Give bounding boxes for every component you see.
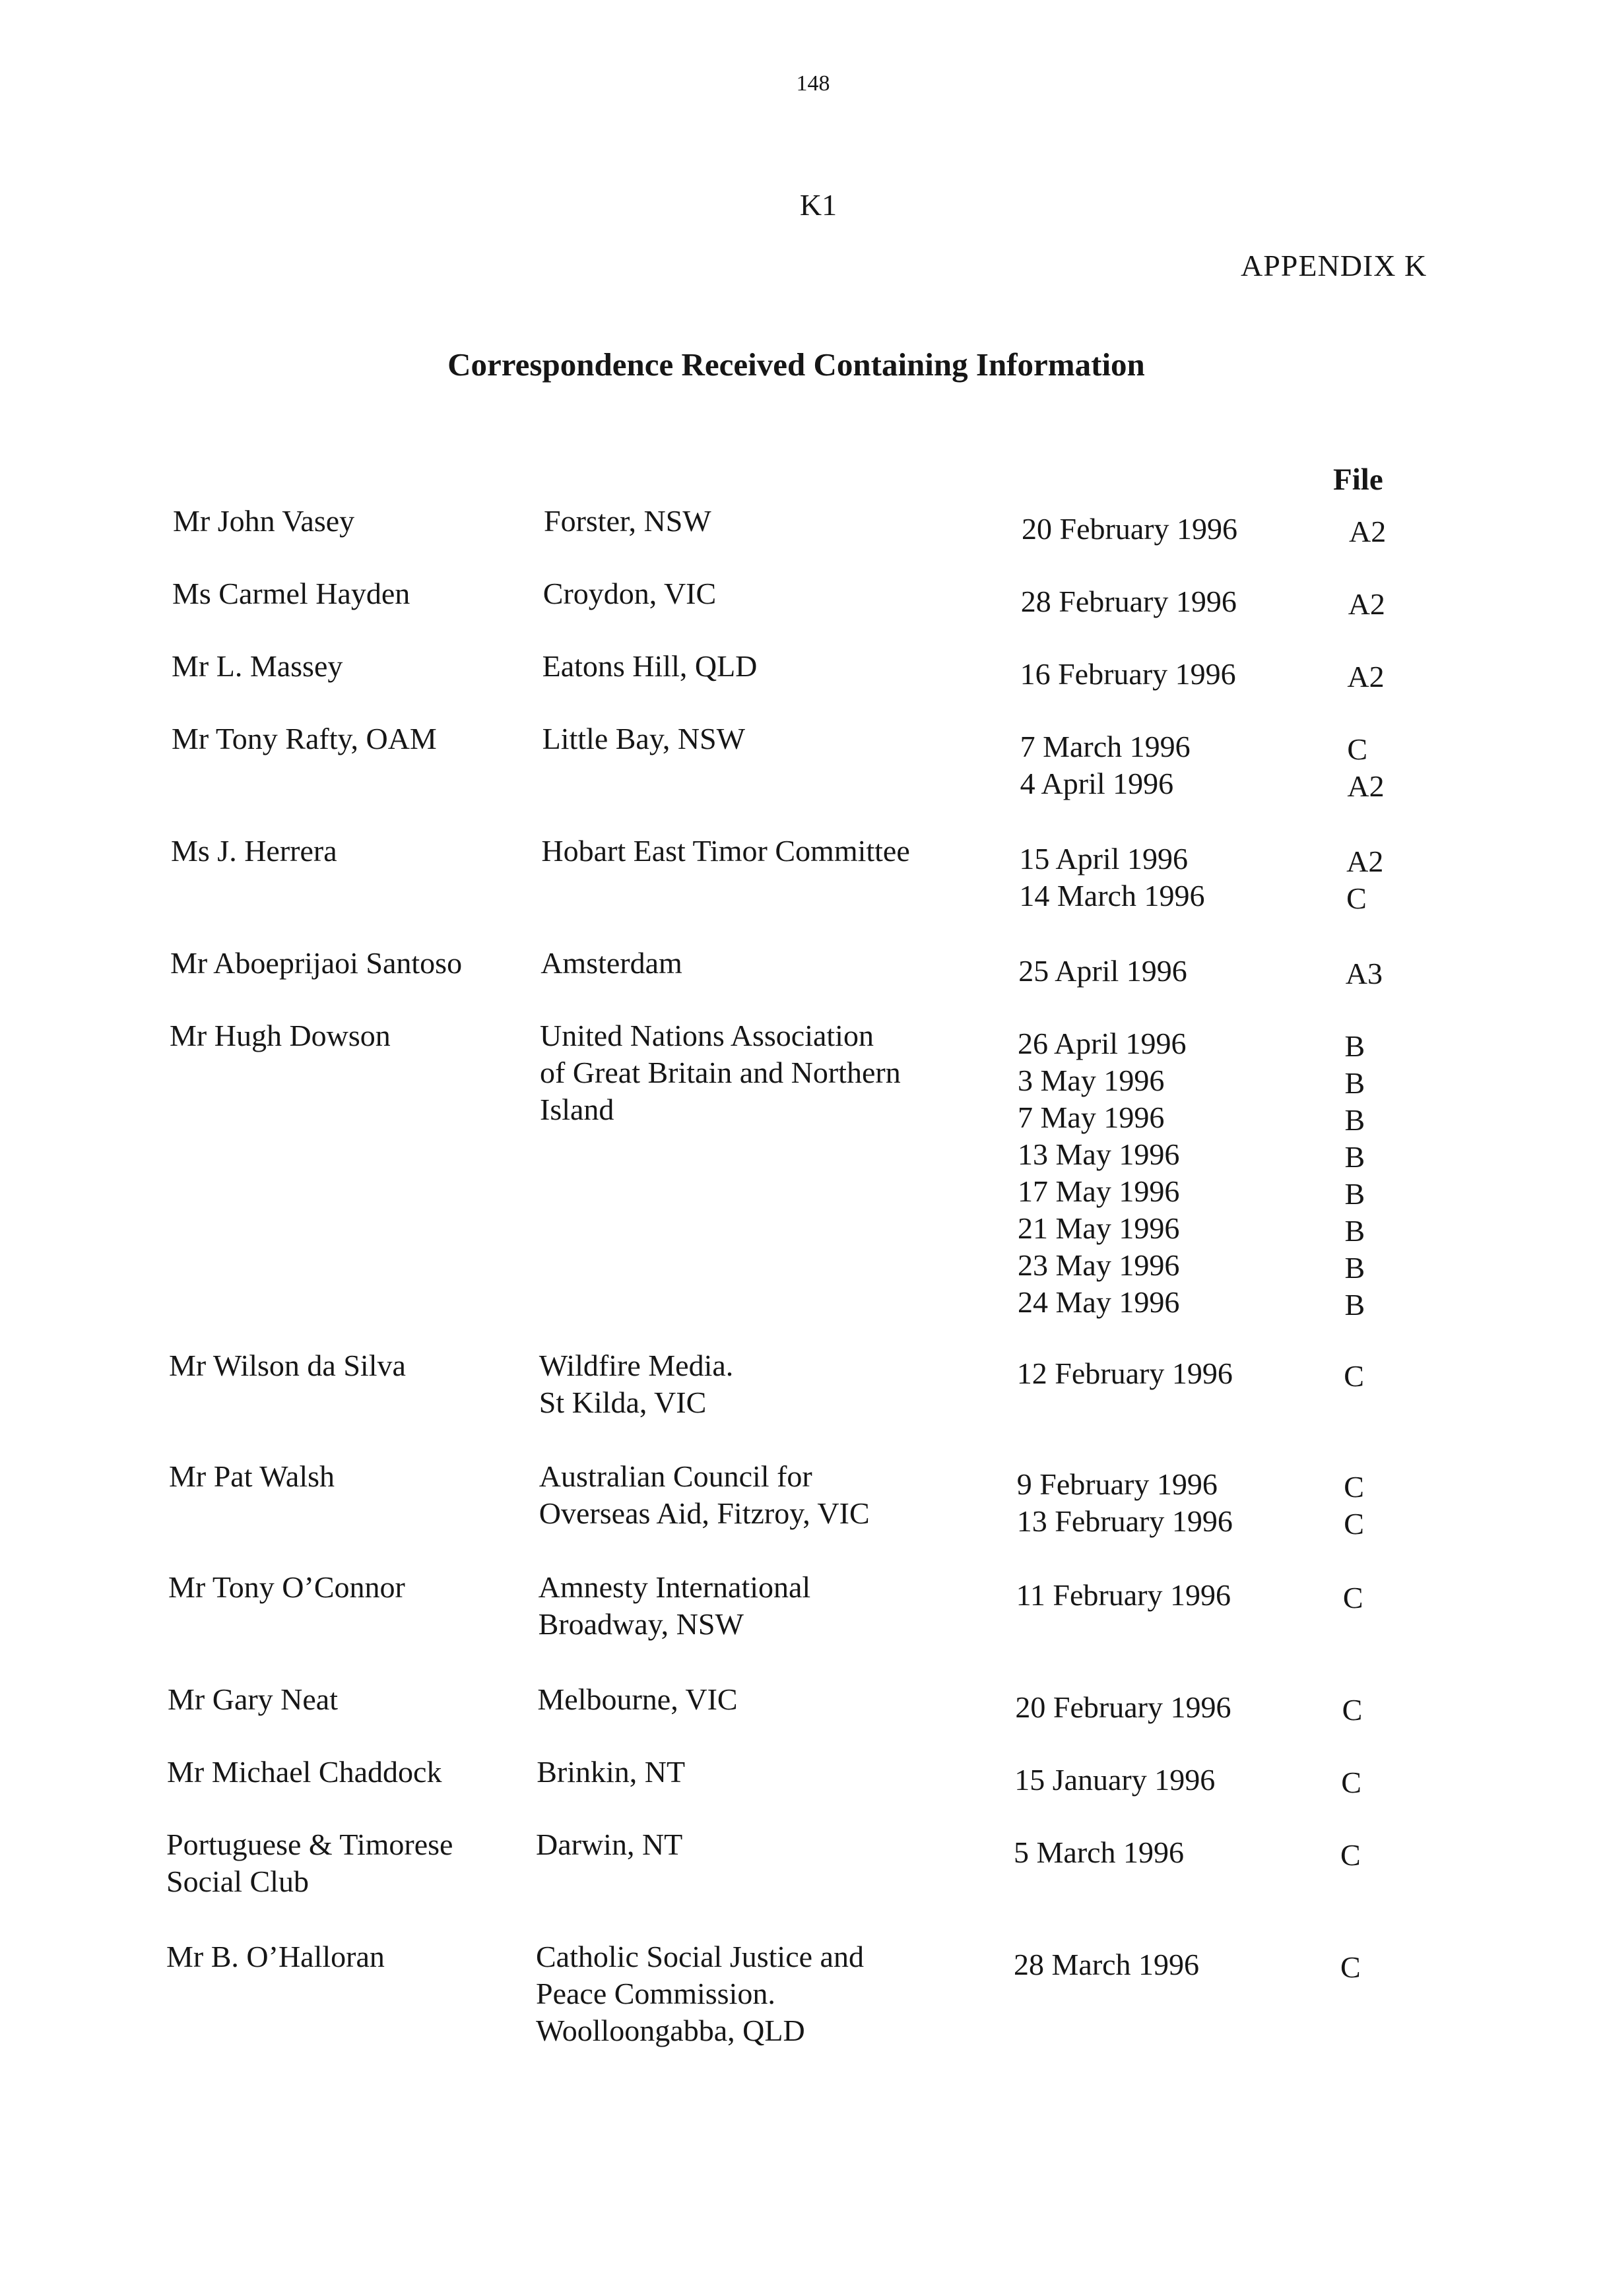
correspondent-name: Mr Michael Chaddock — [167, 1755, 442, 1789]
file-code: C — [1340, 1950, 1361, 1984]
received-date: 14 March 1996 — [1019, 879, 1205, 912]
received-dates — [1020, 728, 1311, 802]
correspondent-location: Darwin, NT — [536, 1828, 683, 1861]
received-date: 7 May 1996 — [1018, 1100, 1165, 1134]
correspondent-location: Australian Council for Overseas Aid, Fitzroy, VIC — [539, 1459, 870, 1530]
file-codes — [1349, 513, 1428, 550]
file-code: B — [1344, 1029, 1365, 1063]
correspondent-name: Mr L. Massey — [172, 649, 343, 683]
received-date: 3 May 1996 — [1018, 1064, 1165, 1097]
correspondent-location: Forster, NSW — [544, 504, 711, 538]
correspondent-name: Mr Gary Neat — [168, 1682, 339, 1716]
received-dates — [1022, 511, 1312, 548]
file-code: C — [1344, 1359, 1364, 1393]
received-date: 11 February 1996 — [1016, 1578, 1231, 1612]
file-code: B — [1344, 1140, 1365, 1174]
received-dates — [1015, 1689, 1305, 1726]
received-date: 20 February 1996 — [1015, 1690, 1231, 1724]
received-date: 26 April 1996 — [1018, 1027, 1187, 1060]
correspondent-location: Catholic Social Justice and Peace Commission. Woolloongabba, QLD — [536, 1940, 864, 2047]
received-dates — [1018, 1025, 1308, 1321]
received-dates — [1018, 953, 1309, 990]
correspondent-name: Mr Pat Walsh — [169, 1459, 335, 1493]
correspondent-name: Portuguese & Timorese Social Club — [166, 1828, 453, 1898]
file-code: B — [1344, 1251, 1365, 1285]
received-dates — [1014, 1946, 1304, 1983]
file-codes — [1340, 1949, 1420, 1986]
file-codes — [1346, 955, 1425, 992]
page-number: 148 — [796, 71, 830, 96]
file-codes — [1344, 1358, 1423, 1395]
file-code: C — [1344, 1507, 1364, 1541]
file-codes — [1347, 658, 1426, 695]
file-code: A3 — [1345, 957, 1383, 990]
file-codes — [1341, 1764, 1420, 1801]
correspondent-location: Brinkin, NT — [537, 1755, 686, 1789]
received-date: 20 February 1996 — [1022, 512, 1238, 546]
file-code: C — [1341, 1766, 1361, 1799]
received-date: 13 February 1996 — [1016, 1504, 1233, 1538]
received-date: 17 May 1996 — [1018, 1174, 1180, 1208]
received-date: 7 March 1996 — [1020, 730, 1191, 763]
received-date: 24 May 1996 — [1018, 1285, 1180, 1319]
received-date: 15 April 1996 — [1019, 842, 1188, 876]
file-code: C — [1340, 1838, 1361, 1872]
file-codes — [1347, 731, 1426, 805]
received-date: 25 April 1996 — [1018, 954, 1187, 988]
file-code: A2 — [1347, 769, 1385, 803]
file-code: C — [1342, 1581, 1363, 1614]
received-date: 12 February 1996 — [1016, 1356, 1233, 1390]
received-date: 21 May 1996 — [1018, 1211, 1180, 1245]
received-date: 9 February 1996 — [1016, 1467, 1218, 1501]
received-dates — [1017, 1466, 1307, 1540]
file-code: C — [1344, 1470, 1364, 1504]
received-date: 15 January 1996 — [1014, 1763, 1216, 1797]
file-code: B — [1344, 1177, 1365, 1211]
correspondent-name: Mr Wilson da Silva — [169, 1349, 406, 1382]
file-code: C — [1342, 1693, 1363, 1727]
correspondent-name: Mr Hugh Dowson — [170, 1019, 391, 1052]
file-code: A2 — [1349, 515, 1387, 548]
file-code: C — [1347, 732, 1368, 766]
file-code: C — [1346, 881, 1367, 915]
received-dates — [1019, 841, 1309, 914]
received-dates — [1014, 1762, 1305, 1799]
received-date: 4 April 1996 — [1020, 767, 1174, 800]
received-date: 5 March 1996 — [1014, 1835, 1185, 1869]
correspondent-location: Eatons Hill, QLD — [542, 649, 758, 683]
correspondent-name: Mr B. O’Halloran — [166, 1940, 385, 1973]
file-codes — [1342, 1692, 1422, 1729]
file-code: B — [1344, 1288, 1365, 1322]
file-codes — [1344, 1469, 1423, 1543]
correspondent-name: Mr Aboeprijaoi Santoso — [170, 946, 463, 980]
section-id: K1 — [799, 188, 837, 222]
page-title-text: Correspondence Received Containing Information — [447, 346, 1145, 383]
correspondent-name: Mr Tony Rafty, OAM — [172, 722, 437, 755]
received-date: 28 February 1996 — [1020, 585, 1237, 618]
correspondent-location: Melbourne, VIC — [537, 1682, 738, 1716]
received-date: 28 March 1996 — [1014, 1948, 1200, 1981]
correspondent-name: Mr Tony O’Connor — [168, 1570, 405, 1604]
file-code: A2 — [1348, 587, 1385, 621]
correspondent-location: Little Bay, NSW — [542, 722, 746, 755]
file-codes — [1345, 1028, 1424, 1323]
file-code: A2 — [1347, 660, 1385, 693]
file-code: B — [1344, 1214, 1365, 1248]
file-codes — [1346, 843, 1425, 917]
received-date: 23 May 1996 — [1018, 1248, 1180, 1282]
received-dates — [1017, 1355, 1307, 1392]
correspondent-name: Ms J. Herrera — [171, 834, 337, 868]
correspondent-name: Ms Carmel Hayden — [172, 577, 410, 610]
file-code: A2 — [1346, 845, 1384, 878]
correspondent-name: Mr John Vasey — [173, 504, 355, 538]
correspondent-location: Croydon, VIC — [542, 577, 717, 610]
received-dates — [1020, 656, 1311, 693]
file-codes — [1340, 1837, 1420, 1874]
correspondent-location: Amsterdam — [540, 946, 682, 980]
appendix-label: APPENDIX K — [1241, 249, 1427, 282]
file-column-header: File — [1333, 462, 1383, 497]
received-dates — [1016, 1577, 1307, 1614]
file-code: B — [1344, 1066, 1365, 1100]
correspondent-location: Hobart East Timor Committee — [541, 834, 910, 868]
received-dates — [1014, 1834, 1304, 1871]
correspondent-location: Wildfire Media. St Kilda, VIC — [539, 1349, 734, 1419]
received-dates — [1021, 583, 1311, 620]
received-date: 13 May 1996 — [1018, 1137, 1180, 1171]
page-title — [0, 346, 1605, 383]
received-date: 16 February 1996 — [1020, 657, 1236, 691]
file-codes — [1348, 586, 1427, 623]
correspondent-location: Amnesty International Broadway, NSW — [538, 1570, 811, 1641]
file-codes — [1343, 1579, 1422, 1616]
file-code: B — [1344, 1103, 1365, 1137]
correspondent-location: United Nations Association of Great Britain and Northern Island — [540, 1019, 901, 1126]
